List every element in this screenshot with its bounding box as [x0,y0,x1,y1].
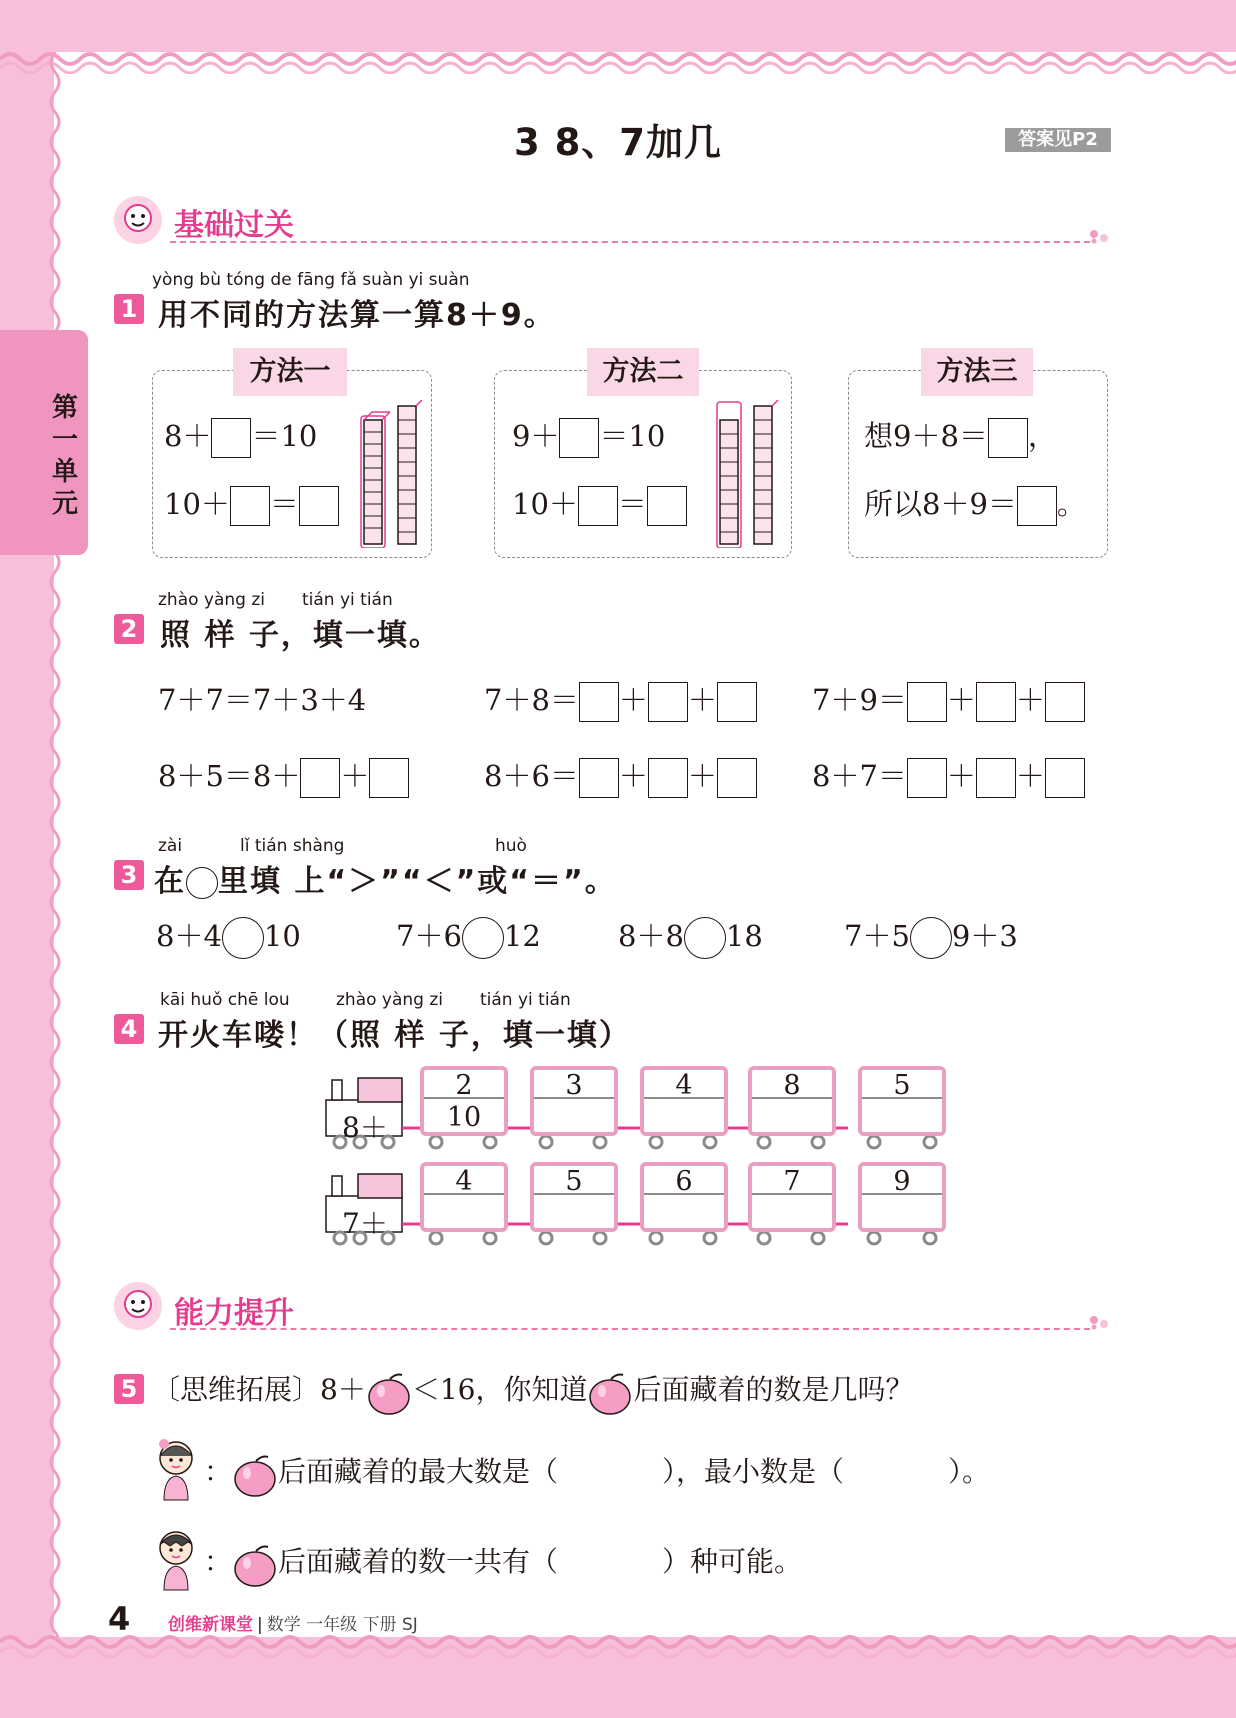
answer-box[interactable] [211,418,251,458]
q2-item-7-9: 7＋9＝ ＋ ＋ [812,678,1085,722]
q5-number: 5 [114,1374,144,1404]
answer-box[interactable] [648,682,688,722]
train-1-car-4: 8 [783,1070,801,1101]
q5-line-2: ： 后面藏着的数一共有（ ）种可能。 [204,1540,802,1587]
q3-item-4: 7＋5 9＋3 [844,914,1018,959]
section-divider [170,1328,1090,1330]
answer-box[interactable] [578,486,618,526]
train-2-car-5: 9 [893,1166,911,1197]
q4-number: 4 [114,1014,144,1044]
circle-symbol [186,867,218,899]
q4-pinyin-c: tián yi tián [480,990,571,1010]
q1-text: 用不同的方法算一算8＋9。 [158,298,556,333]
method-2-line-2: 10＋ ＝ [512,482,687,526]
method-3-label: 方法三 [921,348,1033,396]
train-1-car-3: 4 [675,1070,693,1101]
unit-side-label: 第 一 单 元 [52,393,79,519]
answer-reference-badge: 答案见P2 [1005,128,1111,152]
train-1-car-1-answer: 10 [446,1102,482,1133]
decorative-dots-icon [1088,1314,1114,1330]
answer-box[interactable] [1017,486,1057,526]
footer-brand: 创维新课堂 [168,1615,253,1635]
q3-pinyin-zai: zài [158,836,183,856]
train-1-drawing [318,1064,950,1154]
answer-box[interactable] [1045,682,1085,722]
apple-icon [366,1369,412,1415]
answer-box[interactable] [300,758,340,798]
left-wavy-border [46,52,64,1637]
section-title-advanced: 能力提升 [174,1296,294,1331]
q3-item-2: 7＋6 12 [396,914,541,959]
q2-item-8-5: 8＋5＝8＋ ＋ [158,754,409,798]
train-1-car-5: 5 [893,1070,911,1101]
q2-number: 2 [114,614,144,644]
q4-pinyin-a: kāi huǒ chē lou [160,990,290,1010]
answer-box[interactable] [1045,758,1085,798]
method-1-line-2: 10＋ ＝ [164,482,339,526]
counting-cubes-icon [360,400,428,548]
compare-circle[interactable] [910,917,952,959]
q3-item-1: 8＋4 10 [156,914,301,959]
method-3-panel [848,370,1108,558]
boy-avatar-icon [152,1526,202,1592]
train-1-car-2: 3 [565,1070,583,1101]
apple-icon [232,1541,278,1587]
train-2-car-3: 6 [675,1166,693,1197]
train-1-engine-label: 8＋ [342,1111,388,1144]
answer-box[interactable] [579,758,619,798]
section-title-basic: 基础过关 [174,208,294,243]
counting-cubes-icon [714,400,782,548]
method-2-label: 方法二 [587,348,699,396]
girl-avatar-icon [152,1436,202,1502]
q2-pinyin-a: zhào yàng zi [158,590,266,610]
q1-pinyin: yòng bù tóng de fāng fǎ suàn yi suàn [152,270,470,290]
q2-text: 照 样 子，填一填。 [160,618,441,653]
q2-item-7-8: 7＋8＝ ＋ ＋ [484,678,757,722]
answer-box[interactable] [976,682,1016,722]
answer-box[interactable] [579,682,619,722]
q2-item-8-6: 8＋6＝ ＋ ＋ [484,754,757,798]
answer-box[interactable] [717,682,757,722]
answer-box[interactable] [976,758,1016,798]
q2-pinyin-b: tián yi tián [302,590,393,610]
answer-box[interactable] [299,486,339,526]
answer-box[interactable] [907,682,947,722]
answer-box[interactable] [559,418,599,458]
q3-item-3: 8＋8 18 [618,914,763,959]
train-2-drawing [318,1160,950,1250]
train-2-car-2: 5 [565,1166,583,1197]
page-title: 3 8、7加几 [513,121,723,164]
section-divider [170,241,1090,243]
q3-text: 在 里填 上“＞”“＜”或“＝”。 [154,864,617,899]
apple-icon [587,1369,633,1415]
q1-number: 1 [114,294,144,324]
answer-box[interactable] [988,418,1028,458]
mascot-icon [112,1280,164,1332]
answer-box[interactable] [717,758,757,798]
method-3-line-2: 所以8＋9＝ 。 [864,482,1086,526]
answer-box[interactable] [648,758,688,798]
method-1-label: 方法一 [233,348,347,396]
footer-book-info: 数学 一年级 下册 SJ [266,1615,418,1635]
answer-box[interactable] [369,758,409,798]
q3-number: 3 [114,860,144,890]
q3-pinyin-litian: lǐ tián shàng [240,836,345,856]
q2-item-8-7: 8＋7＝ ＋ ＋ [812,754,1085,798]
train-2-engine-label: 7＋ [342,1207,388,1240]
decorative-dots-icon [1088,228,1114,244]
q2-example: 7＋7＝7＋3＋4 [158,683,367,717]
method-3-line-1: 想9＋8＝ ， [864,414,1057,458]
train-1-car-1: 2 [455,1070,473,1101]
train-2-car-4: 7 [783,1166,801,1197]
bottom-wavy-border [0,1632,1236,1662]
compare-circle[interactable] [684,917,726,959]
page-number: 4 [108,1600,131,1638]
answer-box[interactable] [230,486,270,526]
q4-pinyin-b: zhào yàng zi [336,990,444,1010]
q5-question: 〔思维拓展〕8＋ ＜16，你知道 后面藏着的数是几吗？ [152,1368,914,1415]
train-2-car-1: 4 [455,1166,473,1197]
method-2-line-1: 9＋ ＝10 [512,414,665,458]
apple-icon [232,1451,278,1497]
q5-line-1: ： 后面藏着的最大数是（ ），最小数是（ ）。 [204,1450,990,1497]
q4-text: 开火车喽！（照 样 子，填一填） [158,1018,631,1053]
mascot-icon [112,194,164,246]
answer-box[interactable] [647,486,687,526]
method-1-line-1: 8＋ ＝10 [164,414,317,458]
q3-pinyin-huo: huò [495,836,527,856]
answer-box[interactable] [907,758,947,798]
top-wavy-border [0,44,1236,74]
compare-circle[interactable] [222,917,264,959]
footer-text: 创维新课堂 | 数学 一年级 下册 SJ [168,1615,418,1635]
compare-circle[interactable] [462,917,504,959]
